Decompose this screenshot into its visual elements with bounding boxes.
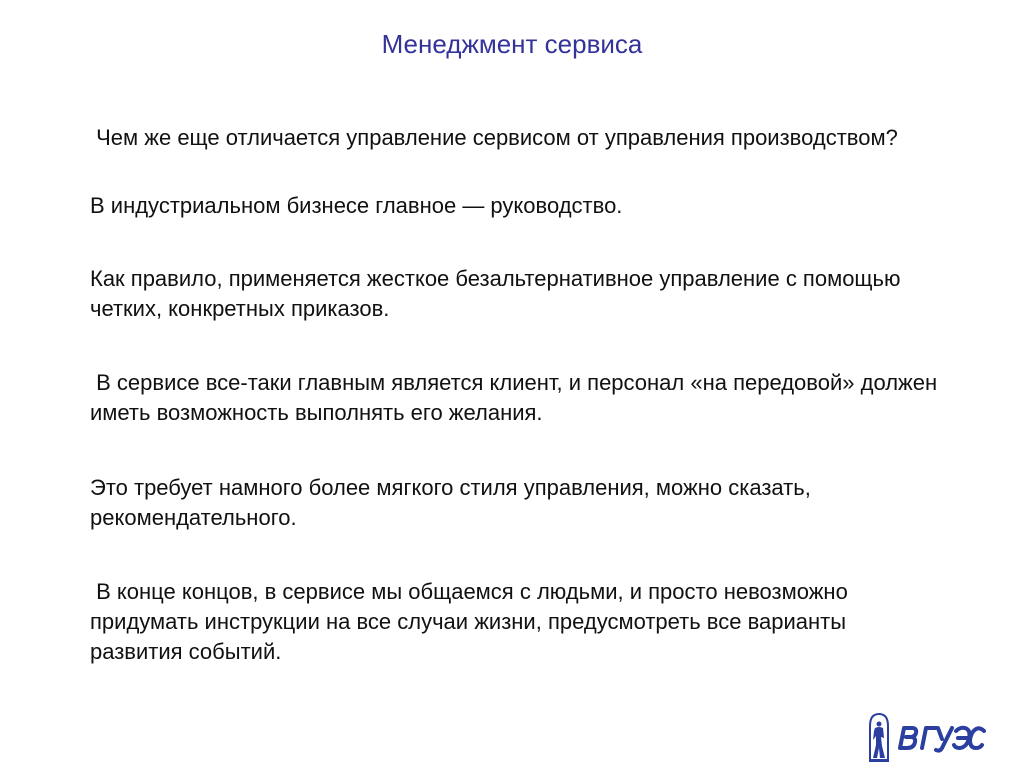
paragraph-2: В индустриальном бизнесе главное — руководство. (90, 193, 623, 218)
slide-title: Менеджмент сервиса (381, 29, 643, 59)
paragraph-4: В сервисе все-таки главным является клиент, и персонал «на передовой» должен иметь возможность выполнять его желания. (90, 370, 944, 425)
paragraph-3: Как правило, применяется жесткое безальтернативное управление с помощью четких, конкретных приказов. (90, 266, 907, 321)
paragraph-5: Это требует намного более мягкого стиля управления, можно сказать, рекомендательного. (90, 475, 817, 530)
paragraph-1: Чем же еще отличается управление сервисом от управления производством? (90, 125, 898, 150)
university-emblem-icon (866, 712, 986, 764)
university-logo (866, 712, 986, 764)
paragraph-6: В конце концов, в сервисе мы общаемся с людьми, и просто невозможно придумать инструкции на все случаи жизни, предусмотреть все варианты развития событий. (90, 579, 854, 664)
